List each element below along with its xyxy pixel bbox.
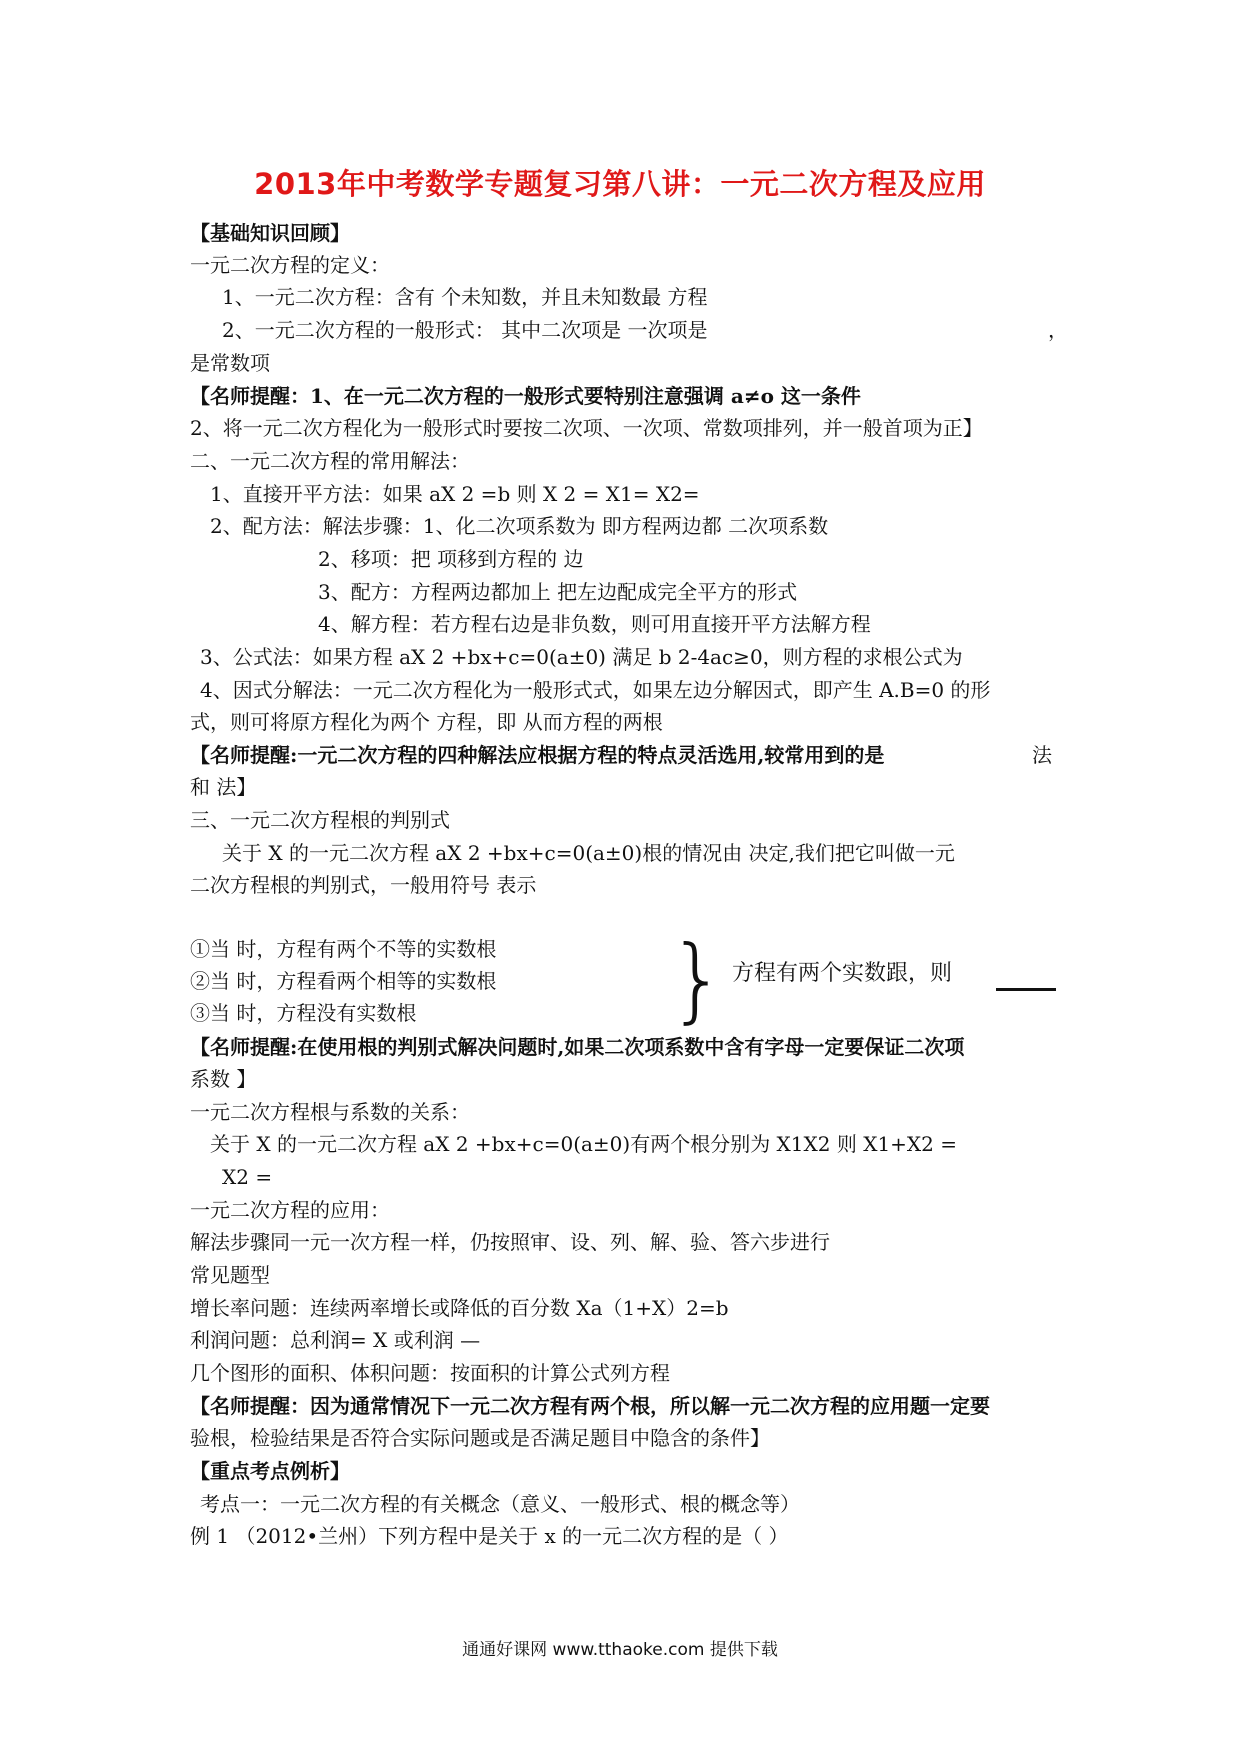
text-line: 是常数项 [190,351,270,375]
text-line: 4、因式分解法：一元二次方程化为一般形式式，如果左边分解因式，即产生 A.B=0 的形 [200,678,991,702]
teacher-tip: 【名师提醒：1、在一元二次方程的一般形式要特别注意强调 a≠o 这一条件 [190,384,861,408]
text-line: 2、将一元二次方程化为一般形式时要按二次项、一次项、常数项排列，并一般首项为正】 [190,416,983,440]
example-1: 例 1 （2012•兰州）下列方程中是关于 x 的一元二次方程的是（ ） [190,1524,789,1548]
answer-blank [996,988,1056,991]
text-line: 一元二次方程的定义： [190,253,390,277]
text-line: 增长率问题：连续两率增长或降低的百分数 Xa（1+X）2=b [190,1296,729,1320]
text-line: 1、一元二次方程：含有 个未知数，并且未知数最 方程 [222,285,708,309]
text-line: X2 = [222,1165,273,1189]
text-line: 一元二次方程根与系数的关系： [190,1100,470,1124]
section-heading-key-points: 【重点考点例析】 [190,1459,350,1483]
text-line: 关于 X 的一元二次方程 aX 2 +bx+c=0(a±0)根的情况由 决定,我们把它叫做一元 [222,841,955,865]
discriminant-case-3: ③当 时，方程没有实数根 [190,1001,417,1025]
text-line: 解法步骤同一元一次方程一样，仍按照审、设、列、解、验、答六步进行 [190,1230,830,1254]
text-line: 2、配方法：解法步骤：1、化二次项系数为 即方程两边都 二次项系数 [210,514,829,538]
text-line: 2、一元二次方程的一般形式： 其中二次项是 一次项是 [222,318,708,342]
text-line: 2、移项：把 项移到方程的 边 [318,547,584,571]
text-line: 1、直接开平方法：如果 aX 2 =b 则 X 2 = X1= X2= [210,482,700,506]
text-line: 一元二次方程的应用： [190,1198,390,1222]
brace-note: 方程有两个实数跟，则 [732,961,953,986]
discriminant-case-2: ②当 时，方程看两个相等的实数根 [190,969,497,993]
teacher-tip: 【名师提醒:在使用根的判别式解决问题时,如果二次项系数中含有字母一定要保证二次项 [190,1035,965,1059]
text-line: 系数 】 [190,1067,257,1091]
teacher-tip: 【名师提醒：因为通常情况下一元二次方程有两个根，所以解一元二次方程的应用题一定要 [190,1394,990,1418]
text-line: 利润问题：总利润= X 或利润 — [190,1328,481,1352]
text-line: 常见题型 [190,1263,270,1287]
text-line: 考点一：一元二次方程的有关概念（意义、一般形式、根的概念等） [200,1492,800,1516]
text-line: 3、配方：方程两边都加上 把左边配成完全平方的形式 [318,580,798,604]
text-line: 二、一元二次方程的常用解法： [190,449,470,473]
discriminant-case-1: ①当 时，方程有两个不等的实数根 [190,937,497,961]
document-title: 2013年中考数学专题复习第八讲：一元二次方程及应用 [254,167,986,201]
text-comma: ， [1048,318,1068,342]
brace-icon: } [668,926,727,1033]
text-line: 二次方程根的判别式，一般用符号 表示 [190,873,537,897]
text-fa: 法 [1032,743,1052,767]
text-line: 和 法】 [190,775,257,799]
text-line: 式，则可将原方程化为两个 方程，即 从而方程的两根 [190,710,663,734]
section-heading-basics: 【基础知识回顾】 [190,221,350,245]
text-line: 三、一元二次方程根的判别式 [190,808,450,832]
text-line: 3、公式法：如果方程 aX 2 +bx+c=0(a±0) 满足 b 2-4ac≥0，则方程的求根公式为 [200,645,963,669]
text-line: 验根，检验结果是否符合实际问题或是否满足题目中隐含的条件】 [190,1426,770,1450]
text-line: 4、解方程：若方程右边是非负数，则可用直接开平方法解方程 [318,612,871,636]
text-line: 关于 X 的一元二次方程 aX 2 +bx+c=0(a±0)有两个根分别为 X1X2 则 X1+X2 = [210,1132,958,1156]
teacher-tip: 【名师提醒:一元二次方程的四种解法应根据方程的特点灵活选用,较常用到的是 [190,743,885,767]
text-line: 几个图形的面积、体积问题：按面积的计算公式列方程 [190,1361,670,1385]
footer-credit: 通通好课网 www.tthaoke.com 提供下载 [462,1640,778,1660]
